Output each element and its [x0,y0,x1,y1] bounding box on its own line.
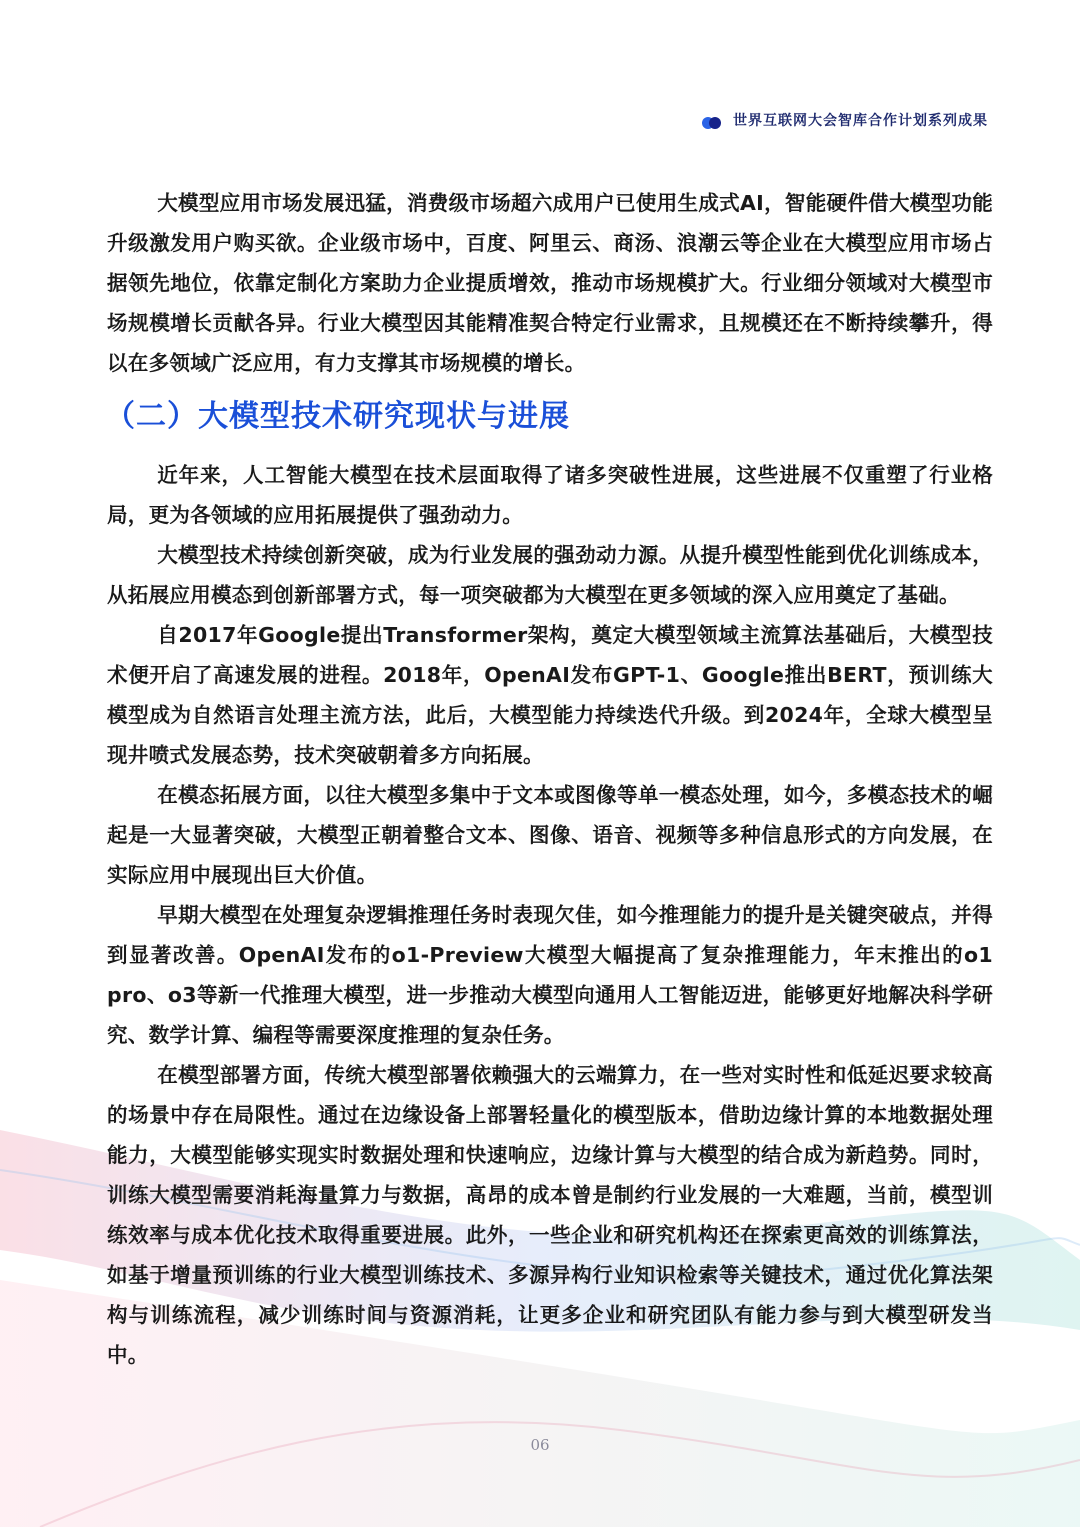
paragraph: 自2017年Google提出Transformer架构，奠定大模型领域主流算法基础后，大模型技术便开启了高速发展的进程。2018年，OpenAI发布GPT-1、Google推出BERT，预训练大模型成为自然语言处理主流方法，此后，大模型能力持续迭代升级。到2024年，全球大模型呈现井喷式发展态势，技术突破朝着多方向拓展。 [107,623,993,767]
header-title: 世界互联网大会智库合作计划系列成果 [733,113,988,129]
paragraph: 大模型技术持续创新突破，成为行业发展的强劲动力源。从提升模型性能到优化训练成本，从拓展应用模态到创新部署方式，每一项突破都为大模型在更多领域的深入应用奠定了基础。 [107,543,993,607]
page-number: 06 [530,1436,550,1454]
paragraph-intro: 大模型应用市场发展迅猛，消费级市场超六成用户已使用生成式AI，智能硬件借大模型功能升级激发用户购买欲。企业级市场中，百度、阿里云、商汤、浪潮云等企业在大模型应用市场占据领先地位，依靠定制化方案助力企业提质增效，推动市场规模扩大。行业细分领域对大模型市场规模增长贡献各异。行业大模型因其能精准契合特定行业需求，且规模还在不断持续攀升，得以在多领域广泛应用，有力支撑其市场规模的增长。 [107,191,993,375]
paragraph: 近年来，人工智能大模型在技术层面取得了诸多突破性进展，这些进展不仅重塑了行业格局，更为各领域的应用拓展提供了强劲动力。 [107,463,993,527]
section-heading: （二）大模型技术研究现状与进展 [105,399,570,434]
main-content [107,183,993,1375]
page-header [701,110,988,130]
paragraph: 在模态拓展方面，以往大模型多集中于文本或图像等单一模态处理，如今，多模态技术的崛起是一大显著突破，大模型正朝着整合文本、图像、语音、视频等多种信息形式的方向发展，在实际应用中展现出巨大价值。 [107,783,993,887]
report-logo-icon [701,114,723,126]
paragraph: 早期大模型在处理复杂逻辑推理任务时表现欠佳，如今推理能力的提升是关键突破点，并得到显著改善。OpenAI发布的o1-Preview大模型大幅提高了复杂推理能力，年末推出的o1 pro、o3等新一代推理大模型，进一步推动大模型向通用人工智能迈进，能够更好地解决科学研究、数学计算、编程等需要深度推理的复杂任务。 [107,903,993,1047]
paragraph: 在模型部署方面，传统大模型部署依赖强大的云端算力，在一些对实时性和低延迟要求较高的场景中存在局限性。通过在边缘设备上部署轻量化的模型版本，借助边缘计算的本地数据处理能力，大模型能够实现实时数据处理和快速响应，边缘计算与大模型的结合成为新趋势。同时，训练大模型需要消耗海量算力与数据，高昂的成本曾是制约行业发展的一大难题，当前，模型训练效率与成本优化技术取得重要进展。此外，一些企业和研究机构还在探索更高效的训练算法，如基于增量预训练的行业大模型训练技术、多源异构行业知识检索等关键技术，通过优化算法架构与训练流程，减少训练时间与资源消耗，让更多企业和研究团队有能力参与到大模型研发当中。 [107,1063,993,1367]
